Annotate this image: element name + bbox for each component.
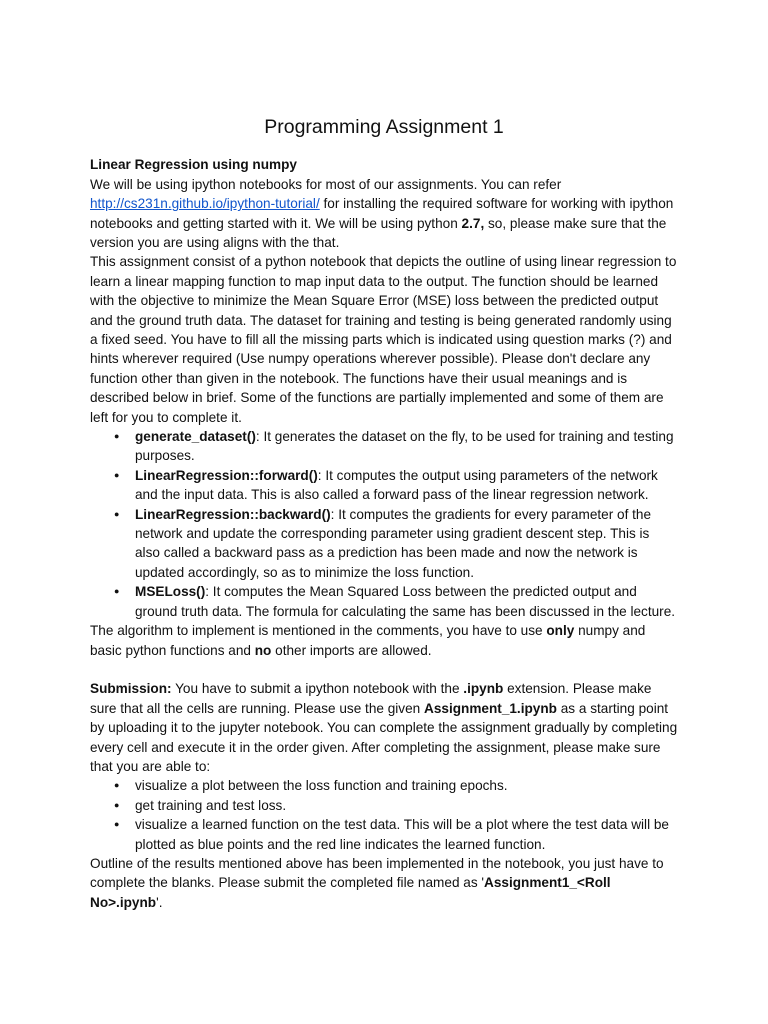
spacer (90, 660, 678, 679)
intro-text-a: We will be using ipython notebooks for most of our assignments. You can refer (90, 176, 562, 192)
function-name: generate_dataset() (135, 429, 256, 445)
intro-text-c: so, please make sure that the version you are using aligns with the that. (90, 215, 667, 250)
section-heading: Linear Regression using numpy (90, 157, 297, 173)
list-item: ● visualize a learned function on the test data. This will be a plot where the test data will be plotted as blue points and the red line indicates the learned function. (90, 815, 678, 854)
python-version: 2.7, (461, 215, 485, 231)
extension-name: .ipynb (463, 681, 504, 697)
function-list (90, 427, 678, 621)
function-desc: : It computes the Mean Squared Loss between the predicted output and ground truth data. The formula for calculating the same has been discussed in the lecture. (135, 584, 676, 619)
list-item (90, 427, 678, 466)
intro-text-b: for installing the required software for working with ipython notebooks and getting started with it. We will be using python (90, 196, 674, 231)
algorithm-text-b: numpy and basic python functions and (90, 623, 646, 658)
function-desc: : It computes the output using parameters of the network and the input data. This is also called a forward pass of the linear regression network. (135, 467, 658, 503)
page-title: Programming Assignment 1 (264, 116, 504, 138)
document-body (90, 155, 678, 912)
outline-paragraph (90, 854, 678, 912)
task-list (90, 776, 678, 854)
submission-text-b: extension. Please make sure that all the cells are running. Please use the given (90, 681, 652, 716)
submission-text-a: You have to submit a ipython notebook with the (171, 681, 464, 697)
no-emphasis: no (254, 642, 272, 658)
function-name: LinearRegression::backward() (135, 506, 331, 522)
algorithm-text-a: The algorithm to implement is mentioned in the comments, you have to use (90, 623, 547, 639)
outline-text-a: Outline of the results mentioned above has been implemented in the notebook, you just have to complete the blanks. Please submit the completed file named as ' (90, 855, 664, 891)
function-name: LinearRegression::forward() (135, 467, 318, 483)
outline-text-b: '. (156, 894, 163, 910)
tutorial-link[interactable]: http://cs231n.github.io/ipython-tutorial/ (90, 196, 320, 212)
only-emphasis: only (546, 623, 575, 639)
function-desc: : It computes the gradients for every parameter of the network and update the corresponding parameter using gradient descent step. This is also called a backward pass as a prediction has been made and now the network is updated accordingly, so as to minimize the loss function. (135, 506, 652, 580)
submission-label: Submission: (90, 681, 172, 697)
algorithm-paragraph (90, 621, 678, 660)
intro-paragraph (90, 175, 678, 253)
submission-paragraph (90, 679, 678, 776)
submission-text-c: as a starting point by uploading it to the jupyter notebook. You can complete the assignment gradually by completing every cell and execute it in the order given. After completing the assignment, please make sure that you are able to: (90, 700, 678, 774)
list-item (90, 505, 678, 583)
assignment-description: This assignment consist of a python notebook that depicts the outline of using linear regression to learn a linear mapping function to map input data to the output. The function should be learned with the objective to minimize the Mean Square Error (MSE) loss between the predicted output and the ground truth data. The dataset for training and testing is being generated randomly using a fixed seed. You have to fill all the missing parts which is indicated using question marks (?) and hints wherever required (Use numpy operations wherever possible). Please don't declare any function other than given in the notebook. The functions have their usual meanings and is described below in brief. Some of the functions are partially implemented and some of them are left for you to complete it. (90, 254, 677, 425)
function-desc: : It generates the dataset on the fly, to be used for training and testing purposes. (135, 429, 674, 464)
list-item (90, 582, 678, 621)
starter-file-name: Assignment_1.ipynb (424, 700, 557, 716)
list-item (90, 466, 678, 505)
algorithm-text-c: other imports are allowed. (271, 642, 432, 658)
list-item: ● visualize a plot between the loss function and training epochs. (90, 776, 678, 795)
list-item: ● get training and test loss. (90, 796, 678, 815)
function-name: MSELoss() (135, 584, 206, 600)
submission-file-name: Assignment1_<Roll No>.ipynb (90, 875, 611, 910)
